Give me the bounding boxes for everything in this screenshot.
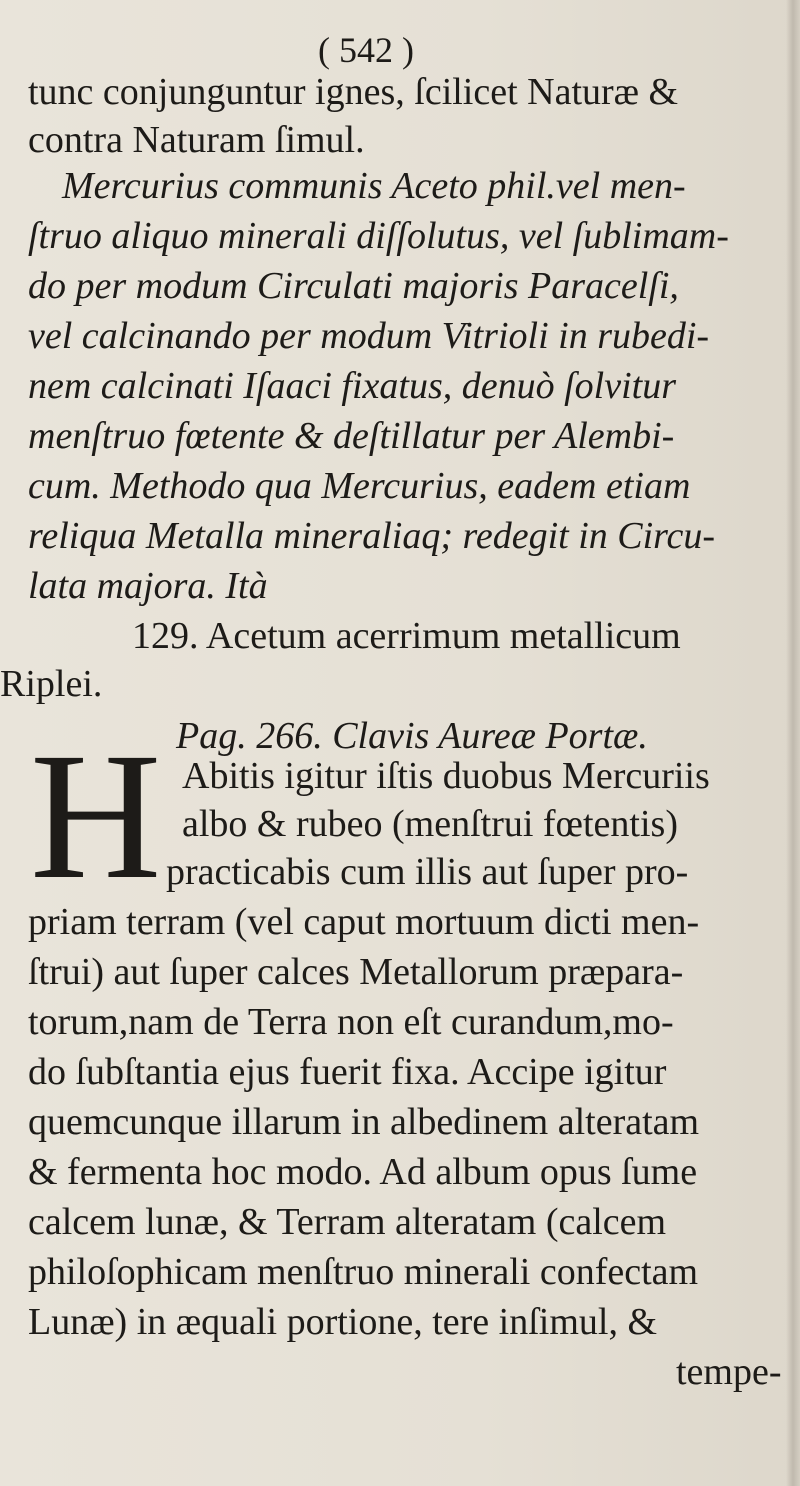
text-line-4: ſtruo aliquo minerali diſſolutus, vel ſublimam- bbox=[28, 215, 729, 257]
page-edge-shadow bbox=[786, 0, 800, 1486]
body-line-7: do ſubſtantia ejus fuerit fixa. Accipe igitur bbox=[28, 1051, 667, 1093]
section-heading-line-2: Riplei. bbox=[0, 663, 103, 705]
body-line-5: ſtrui) aut ſuper calces Metallorum præpara- bbox=[28, 951, 684, 993]
text-line-11: lata majora. Ità bbox=[28, 565, 268, 607]
body-line-4: priam terram (vel caput mortuum dicti men- bbox=[28, 901, 700, 943]
section-heading-line-1 bbox=[132, 612, 681, 660]
body-line-10: calcem lunæ, & Terram alteratam (calcem bbox=[28, 1201, 667, 1243]
text-line-9: cum. Methodo qua Mercurius, eadem etiam bbox=[28, 465, 691, 507]
body-line-11: philoſophicam menſtruo minerali confectam bbox=[28, 1251, 699, 1293]
body-line-2: albo & rubeo (menſtrui fœtentis) bbox=[182, 803, 678, 845]
text-line-7: nem calcinati Iſaaci fixatus, denuò ſolvitur bbox=[28, 365, 676, 407]
text-line-6: vel calcinando per modum Vitrioli in rubedi- bbox=[28, 315, 710, 357]
body-line-8: quemcunque illarum in albedinem alteratam bbox=[28, 1101, 700, 1143]
text-line-10: reliqua Metalla mineraliaq; redegit in Circu- bbox=[28, 515, 716, 557]
text-line-5: do per modum Circulati majoris Paracelſi, bbox=[28, 265, 679, 307]
body-line-3: practicabis cum illis aut ſuper pro- bbox=[166, 851, 689, 893]
body-line-9: & fermenta hoc modo. Ad album opus ſume bbox=[28, 1151, 698, 1193]
body-line-6: torum,nam de Terra non eſt curandum,mo- bbox=[28, 1001, 674, 1043]
text-line-1: tunc conjunguntur ignes, ſcilicet Naturæ & bbox=[28, 71, 679, 113]
section-title: Acetum acerrimum metallicum bbox=[205, 615, 681, 657]
section-number: 129. bbox=[132, 615, 199, 657]
catchword: tempe- bbox=[676, 1351, 782, 1393]
section-subheading: Pag. 266. Clavis Aureæ Portæ. bbox=[176, 715, 648, 757]
text-line-8: menſtruo fœtente & deſtillatur per Alembi- bbox=[28, 415, 675, 457]
text-line-2: contra Naturam ſimul. bbox=[28, 119, 365, 161]
body-line-1: Abitis igitur iſtis duobus Mercuriis bbox=[182, 755, 710, 797]
text-line-3: Mercurius communis Aceto phil.vel men- bbox=[62, 165, 686, 207]
page-number: ( 542 ) bbox=[318, 30, 414, 70]
drop-cap: H bbox=[30, 716, 160, 917]
body-line-12: Lunæ) in æquali portione, tere inſimul, & bbox=[28, 1301, 658, 1343]
